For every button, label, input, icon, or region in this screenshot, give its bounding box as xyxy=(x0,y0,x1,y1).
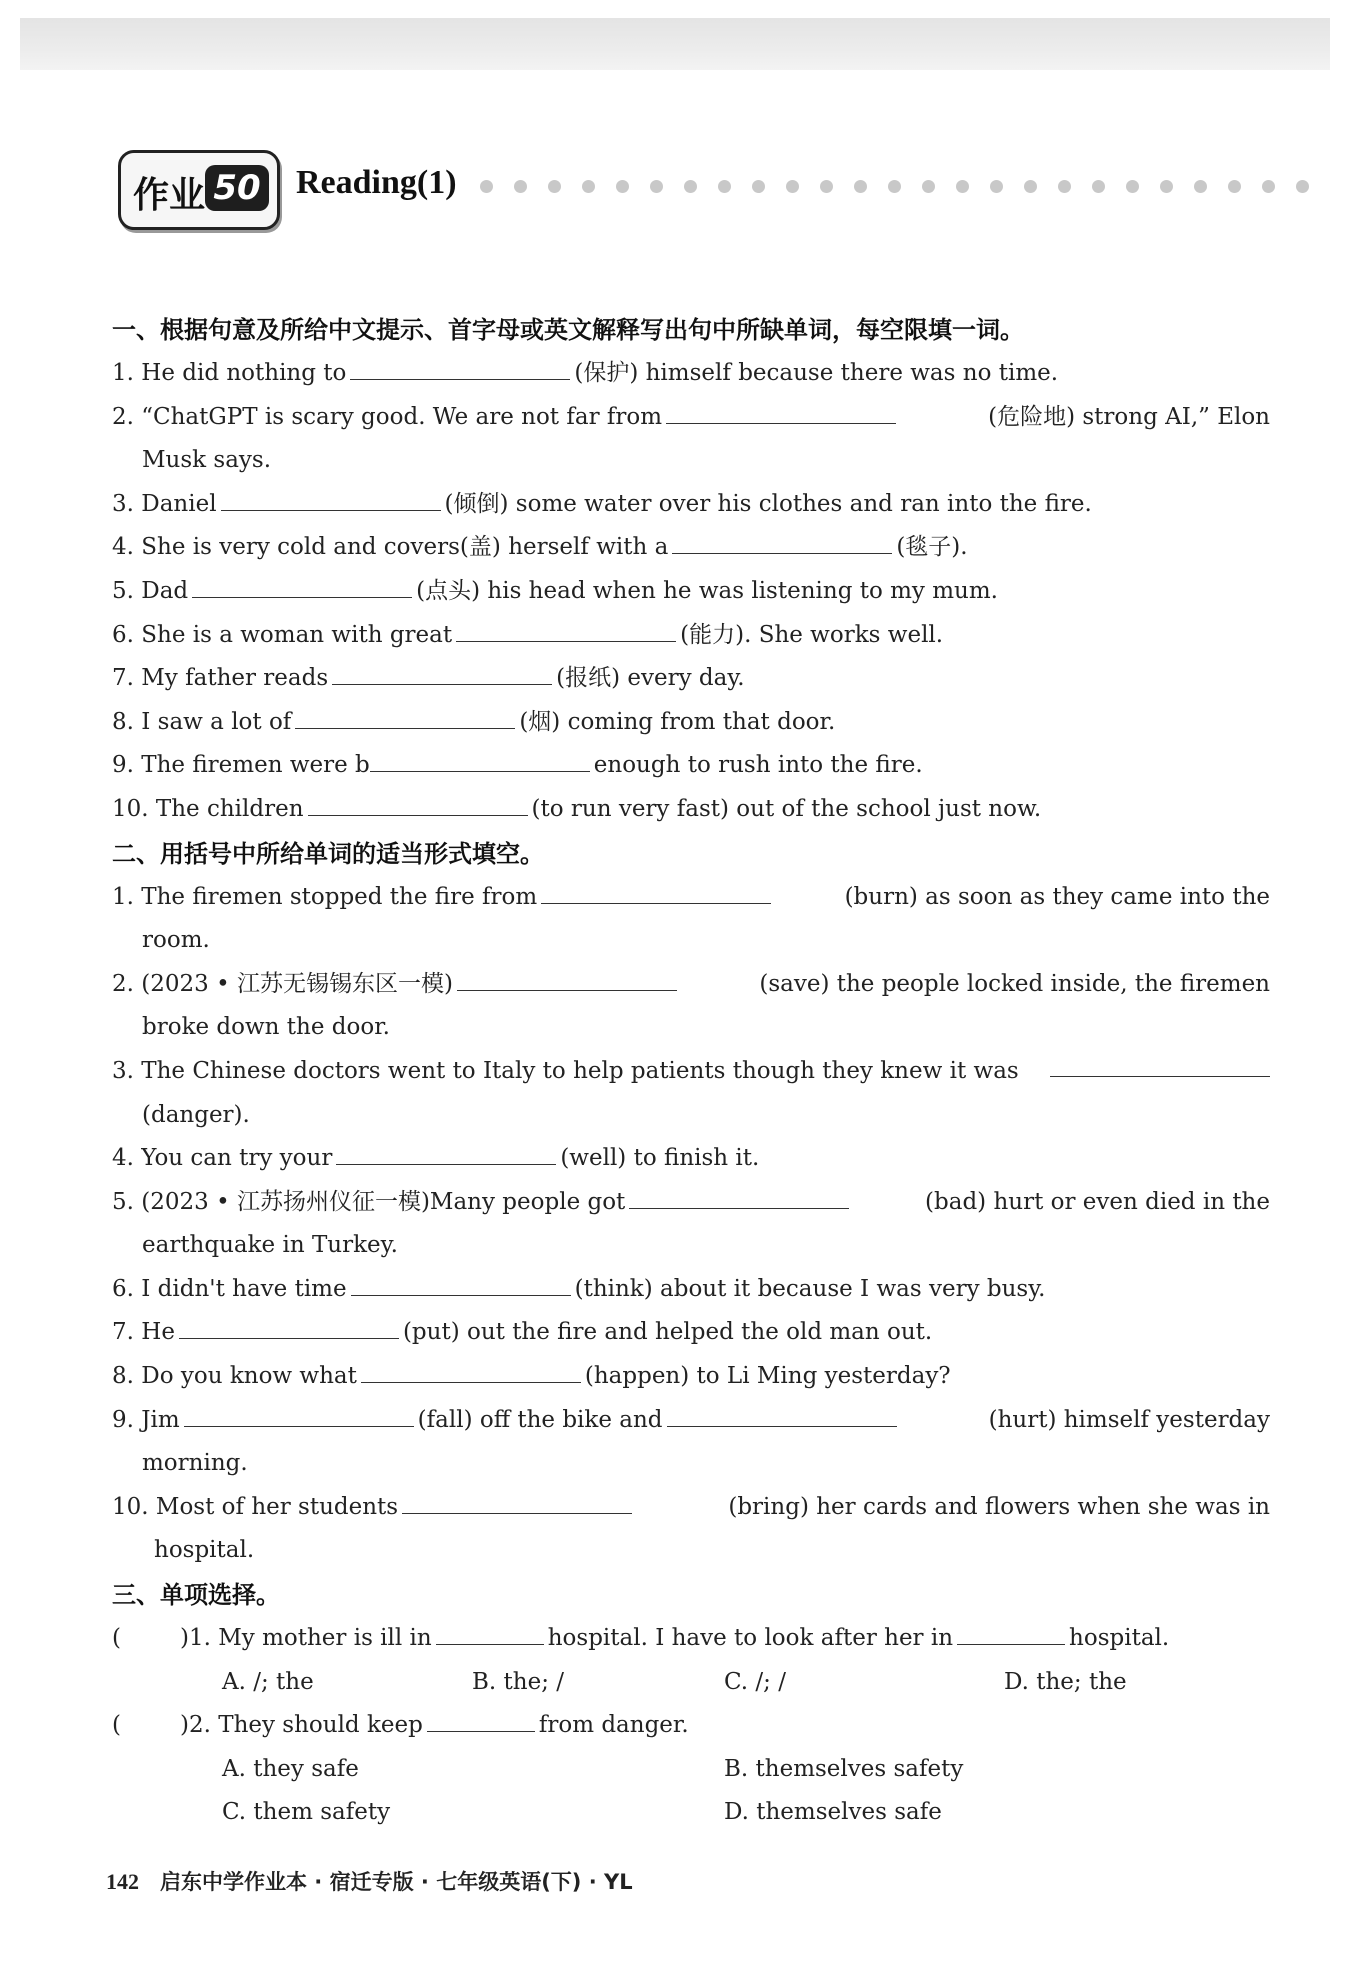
answer-blank[interactable] xyxy=(957,1618,1065,1645)
s3-q1: ( )1. My mother is ill in hospital. I have to look after her in hospital. xyxy=(112,1617,1270,1661)
answer-blank[interactable] xyxy=(308,789,528,816)
decorative-dot xyxy=(1024,180,1037,193)
decorative-dot xyxy=(548,180,561,193)
answer-blank[interactable] xyxy=(667,1400,897,1427)
option-c[interactable]: C. /; / xyxy=(724,1668,786,1695)
s3-q2: ( )2. They should keep from danger. xyxy=(112,1704,1270,1748)
s1-q2: 2. “ChatGPT is scary good. We are not far from (危险地) strong AI,” Elon xyxy=(112,396,1270,440)
s1-q2-cont: Musk says. xyxy=(142,447,272,474)
decorative-dot xyxy=(786,180,799,193)
s1-q1: 1. He did nothing to (保护) himself because there was no time. xyxy=(112,352,1270,396)
s2-q1: 1. The firemen stopped the fire from (burn) as soon as they came into the xyxy=(112,876,1270,920)
scan-top-band xyxy=(20,18,1330,70)
decorative-dot xyxy=(582,180,595,193)
s2-q8: 8. Do you know what (happen) to Li Ming yesterday? xyxy=(112,1355,1270,1399)
decorative-dot xyxy=(1262,180,1275,193)
decorative-dot xyxy=(956,180,969,193)
option-a[interactable]: A. /; the xyxy=(222,1668,314,1695)
decorative-dot xyxy=(888,180,901,193)
s2-q10-cont: hospital. xyxy=(154,1537,255,1564)
s2-q2-cont: broke down the door. xyxy=(142,1014,390,1041)
book-title: 启东中学作业本 · 宿迁专版 · 七年级英语(下) · YL xyxy=(160,1870,633,1894)
answer-paren-open: ( xyxy=(112,1712,121,1739)
worksheet-content xyxy=(112,308,1270,1835)
decorative-dot xyxy=(1228,180,1241,193)
page-number: 142 xyxy=(106,1869,139,1894)
s1-q4: 4. She is very cold and covers(盖) herself with a (毯子). xyxy=(112,526,1270,570)
answer-blank[interactable] xyxy=(672,527,892,554)
s3-q1-options xyxy=(112,1661,1270,1705)
s2-q10: 10. Most of her students (bring) her cards and flowers when she was in xyxy=(112,1486,1270,1530)
page-footer xyxy=(106,1866,633,1896)
section-2-title: 二、用括号中所给单词的适当形式填空。 xyxy=(112,839,544,868)
answer-blank[interactable] xyxy=(1050,1050,1270,1077)
s1-q5: 5. Dad (点头) his head when he was listening to my mum. xyxy=(112,570,1270,614)
decorative-dot xyxy=(922,180,935,193)
decorative-dots xyxy=(480,180,1330,194)
s2-q6: 6. I didn't have time (think) about it because I was very busy. xyxy=(112,1268,1270,1312)
s3-q2-options-row2 xyxy=(112,1791,1270,1835)
answer-blank[interactable] xyxy=(436,1618,544,1645)
page-title: Reading(1) xyxy=(296,164,457,201)
option-d[interactable]: D. the; the xyxy=(1004,1668,1127,1695)
answer-paren-open: ( xyxy=(112,1625,121,1652)
answer-blank[interactable] xyxy=(541,877,771,904)
decorative-dot xyxy=(1092,180,1105,193)
decorative-dot xyxy=(616,180,629,193)
s2-q2: 2. (2023 • 江苏无锡锡东区一模) (save) the people locked inside, the firemen xyxy=(112,963,1270,1007)
decorative-dot xyxy=(1194,180,1207,193)
decorative-dot xyxy=(480,180,493,193)
badge-label: 作业 xyxy=(133,175,206,216)
assignment-header xyxy=(118,150,1330,230)
assignment-badge xyxy=(118,150,280,230)
decorative-dot xyxy=(650,180,663,193)
s1-q6: 6. She is a woman with great (能力). She works well. xyxy=(112,614,1270,658)
answer-blank[interactable] xyxy=(427,1705,535,1732)
s1-q9: 9. The firemen were b enough to rush into the fire. xyxy=(112,744,1270,788)
s2-q7: 7. He (put) out the fire and helped the old man out. xyxy=(112,1311,1270,1355)
answer-blank[interactable] xyxy=(184,1400,414,1427)
answer-blank[interactable] xyxy=(192,571,412,598)
decorative-dot xyxy=(854,180,867,193)
answer-blank[interactable] xyxy=(351,1269,571,1296)
option-c[interactable]: C. them safety xyxy=(222,1799,391,1826)
option-b[interactable]: B. themselves safety xyxy=(724,1755,964,1782)
answer-blank[interactable] xyxy=(361,1356,581,1383)
answer-blank[interactable] xyxy=(221,484,441,511)
answer-blank[interactable] xyxy=(629,1182,849,1209)
decorative-dot xyxy=(1126,180,1139,193)
option-d[interactable]: D. themselves safe xyxy=(724,1799,942,1826)
answer-blank[interactable] xyxy=(179,1312,399,1339)
s2-q3: 3. The Chinese doctors went to Italy to help patients though they knew it was xyxy=(112,1050,1270,1094)
decorative-dot xyxy=(1160,180,1173,193)
answer-blank[interactable] xyxy=(666,397,896,424)
decorative-dot xyxy=(684,180,697,193)
s1-q8: 8. I saw a lot of (烟) coming from that door. xyxy=(112,701,1270,745)
s2-q1-cont: room. xyxy=(142,927,210,954)
answer-blank[interactable] xyxy=(457,964,677,991)
decorative-dot xyxy=(1058,180,1071,193)
decorative-dot xyxy=(820,180,833,193)
s2-q9-cont: morning. xyxy=(142,1450,248,1477)
s1-q10: 10. The children (to run very fast) out of the school just now. xyxy=(112,788,1270,832)
answer-blank[interactable] xyxy=(456,615,676,642)
badge-number: 50 xyxy=(205,165,269,211)
answer-blank[interactable] xyxy=(370,745,590,772)
s2-q9: 9. Jim (fall) off the bike and (hurt) himself yesterday xyxy=(112,1399,1270,1443)
answer-blank[interactable] xyxy=(332,658,552,685)
decorative-dot xyxy=(752,180,765,193)
s2-q4: 4. You can try your (well) to finish it. xyxy=(112,1137,1270,1181)
section-3-title: 三、单项选择。 xyxy=(112,1581,280,1610)
decorative-dot xyxy=(1296,180,1309,193)
option-b[interactable]: B. the; / xyxy=(472,1668,564,1695)
section-1-title: 一、根据句意及所给中文提示、首字母或英文解释写出句中所缺单词，每空限填一词。 xyxy=(112,316,1024,344)
s1-q7: 7. My father reads (报纸) every day. xyxy=(112,657,1270,701)
s1-q3: 3. Daniel (倾倒) some water over his clothes and ran into the fire. xyxy=(112,483,1270,527)
option-a[interactable]: A. they safe xyxy=(222,1755,359,1782)
decorative-dot xyxy=(514,180,527,193)
s3-q2-options-row1 xyxy=(112,1748,1270,1792)
answer-blank[interactable] xyxy=(336,1138,556,1165)
decorative-dot xyxy=(718,180,731,193)
decorative-dot xyxy=(990,180,1003,193)
answer-blank[interactable] xyxy=(295,702,515,729)
s2-q5-cont: earthquake in Turkey. xyxy=(142,1232,398,1259)
s2-q3-cont: (danger). xyxy=(142,1101,250,1128)
answer-blank[interactable] xyxy=(350,353,570,380)
answer-blank[interactable] xyxy=(402,1487,632,1514)
s2-q5: 5. (2023 • 江苏扬州仪征一模)Many people got (bad) hurt or even died in the xyxy=(112,1181,1270,1225)
